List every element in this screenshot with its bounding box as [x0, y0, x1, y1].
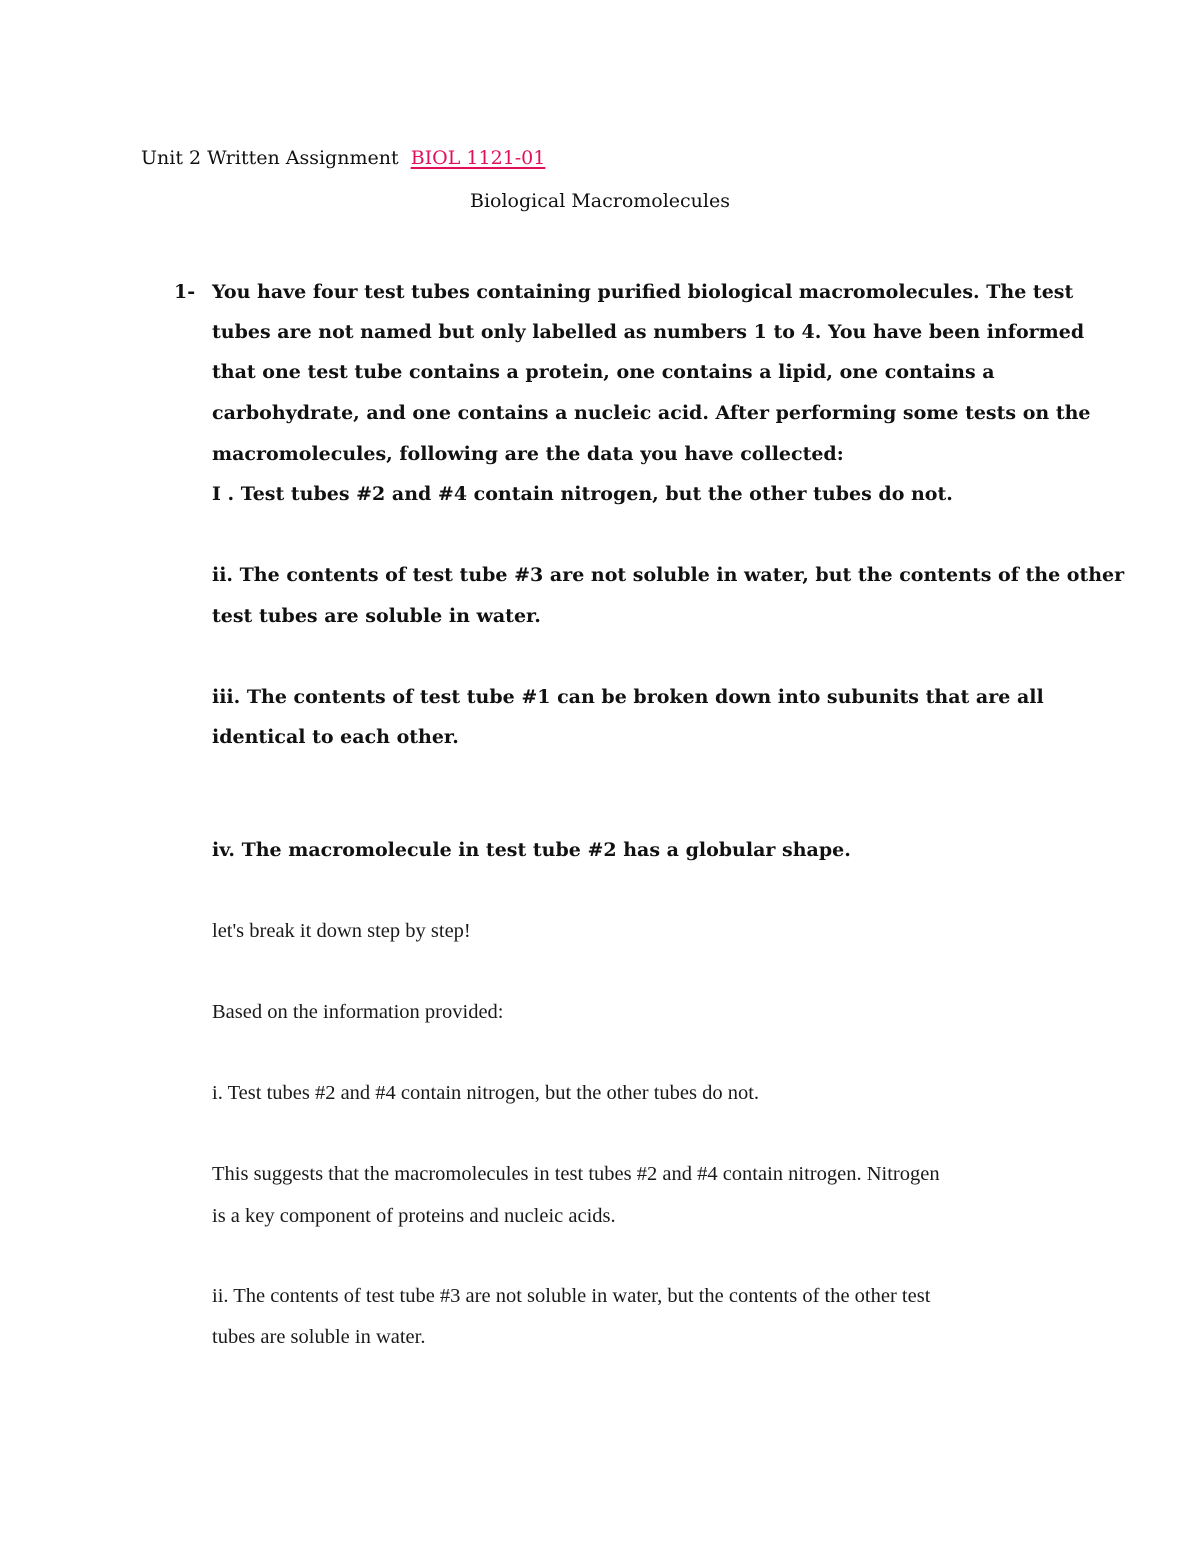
question-line: that one test tube contains a protein, one contains a lipid, one contains a [212, 361, 995, 383]
question-line: tubes are not named but only labelled as numbers 1 to 4. You have been informed [212, 321, 1085, 343]
answer-explain-i: This suggests that the macromolecules in test tubes #2 and #4 contain nitrogen. Nitrogen [212, 1163, 940, 1185]
data-point-iii-cont: identical to each other. [212, 726, 459, 748]
question-line: carbohydrate, and one contains a nucleic acid. After performing some tests on the [212, 402, 1091, 424]
data-point-ii-cont: test tubes are soluble in water. [212, 605, 541, 627]
assignment-title: Unit 2 Written Assignment [141, 147, 399, 169]
question-line: You have four test tubes containing purified biological macromolecules. The test [212, 281, 1074, 303]
question-line: macromolecules, following are the data you have collected: [212, 443, 844, 465]
answer-based-on: Based on the information provided: [212, 1001, 504, 1023]
answer-intro: let's break it down step by step! [212, 920, 471, 942]
answer-point-ii: ii. The contents of test tube #3 are not soluble in water, but the contents of the other test [212, 1285, 931, 1307]
data-point-iv: iv. The macromolecule in test tube #2 has a globular shape. [212, 839, 851, 861]
question-number: 1- [174, 281, 196, 303]
header-line [141, 146, 545, 170]
data-point-ii: ii. The contents of test tube #3 are not soluble in water, but the contents of the other [212, 564, 1125, 586]
answer-point-i: i. Test tubes #2 and #4 contain nitrogen, but the other tubes do not. [212, 1082, 760, 1104]
answer-explain-i-cont: is a key component of proteins and nucleic acids. [212, 1205, 616, 1227]
course-code: BIOL 1121-01 [410, 147, 546, 169]
data-point-iii: iii. The contents of test tube #1 can be broken down into subunits that are all [212, 686, 1044, 708]
data-point-i: I . Test tubes #2 and #4 contain nitrogen, but the other tubes do not. [212, 483, 953, 505]
answer-point-ii-cont: tubes are soluble in water. [212, 1326, 426, 1348]
document-subtitle: Biological Macromolecules [470, 190, 730, 212]
